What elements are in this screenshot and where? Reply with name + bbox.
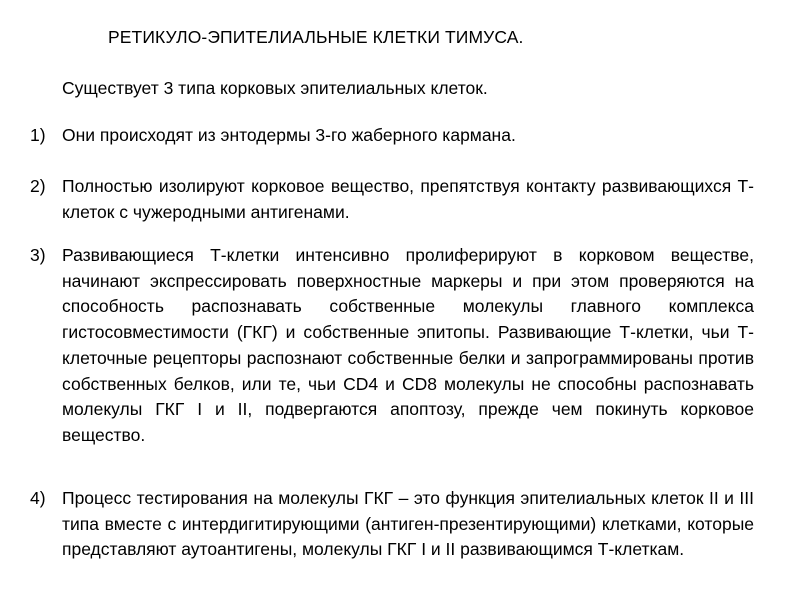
list-item-number: 4) [30,488,46,508]
list-item-1 [30,123,754,149]
list-item-text: Полностью изолируют корковое вещество, препятствуя контакту развивающихся Т-клеток с чужеродными антигенами. [62,176,754,222]
list-item-2 [30,174,754,225]
list-item-number: 1) [30,125,46,145]
intro-text: Существует 3 типа корковых эпителиальных клеток. [62,78,488,98]
list-item-text: Процесс тестирования на молекулы ГКГ – это функция эпителиальных клеток II и III типа вместе с интердигитирующими (антиген-презентирующими) клетками, которые представляют аутоантигены, молекулы ГКГ I и II развивающимся Т-клеткам. [62,488,754,560]
list-item-4 [30,486,754,563]
list-item-text: Развивающиеся Т-клетки интенсивно пролиферируют в корковом веществе, начинают экспрессировать поверхностные маркеры и при этом проверяются на способность распознавать собственные молекулы главного комплекса гистосовместимости (ГКГ) и собственные эпитопы. Развивающие Т-клетки, чьи Т-клеточные рецепторы распознают собственные белки и запрограммированы против собственных белков, или те, чьи CD4 и CD8 молекулы не способны распознавать молекулы ГКГ I и II, подвергаются апоптозу, прежде чем покинуть корковое вещество. [62,245,754,445]
slide-title: РЕТИКУЛО-ЭПИТЕЛИАЛЬНЫЕ КЛЕТКИ ТИМУСА. [108,27,524,47]
list-item-number: 3) [30,245,46,265]
list-item-number: 2) [30,176,46,196]
list-item-3 [30,243,754,449]
list-item-text: Они происходят из энтодермы 3-го жаберного кармана. [62,125,516,145]
